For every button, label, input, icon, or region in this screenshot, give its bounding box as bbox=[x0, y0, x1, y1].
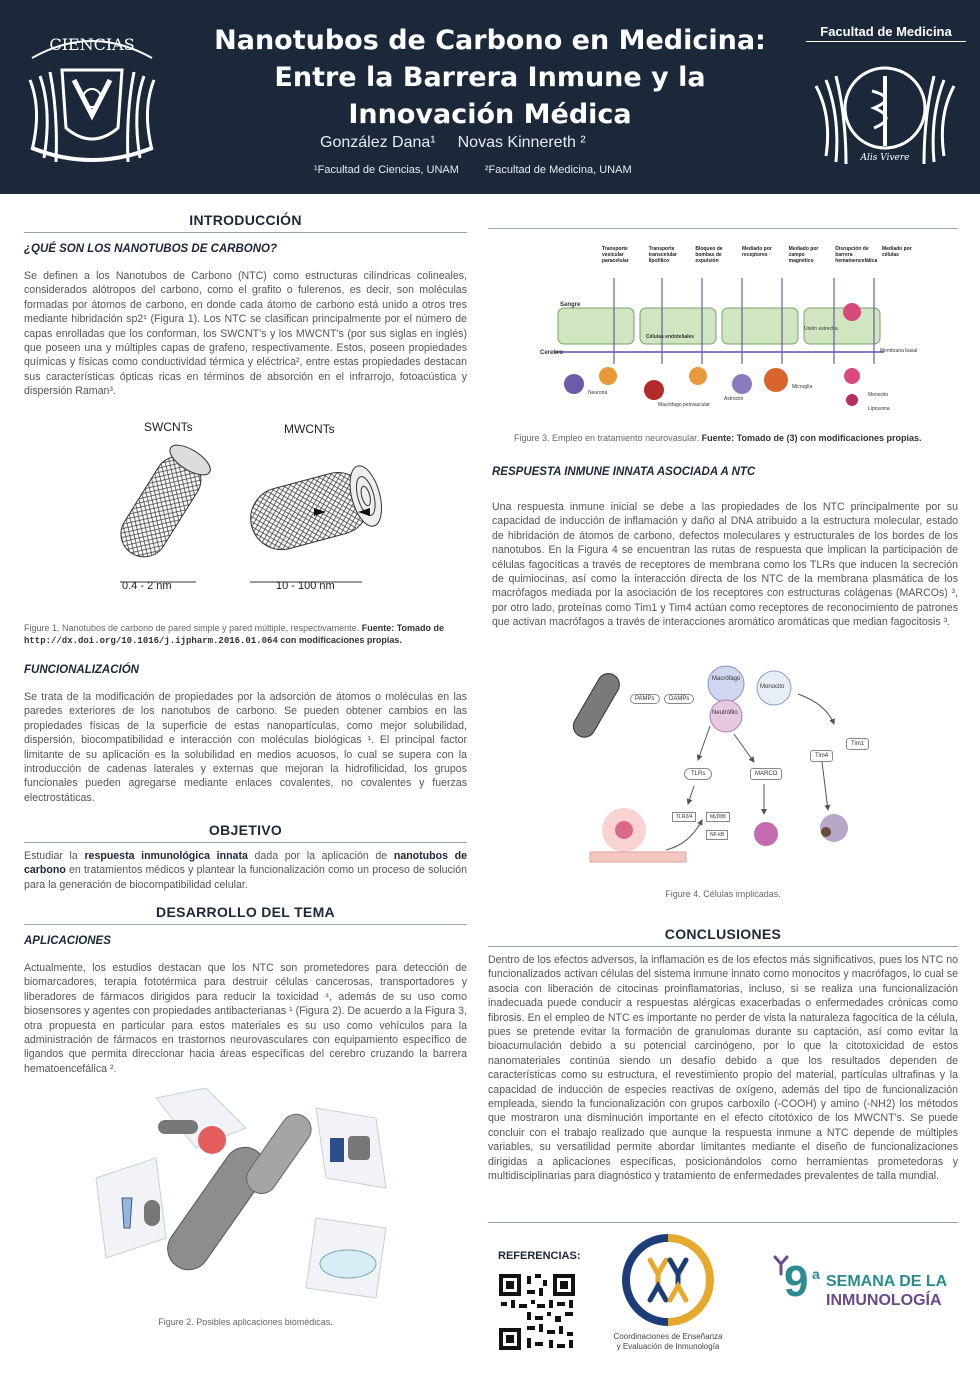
affiliation-2: ²Facultad de Medicina, UNAM bbox=[484, 164, 632, 176]
fig4-damps: DAMPs bbox=[664, 694, 694, 704]
objetivo-bold-b: nanotubos de carbono bbox=[24, 850, 468, 877]
fig4-tlr: TLR2/4 bbox=[672, 812, 696, 822]
coordinaciones-logo-icon bbox=[620, 1232, 716, 1328]
funcionalizacion-block bbox=[24, 664, 467, 805]
fig3-col-label: Transporte vesicular paracelular bbox=[602, 246, 629, 264]
nanotube-illustration-icon bbox=[100, 442, 400, 592]
references-qr-code-icon[interactable] bbox=[497, 1272, 577, 1352]
fig3-monocito: Monocito bbox=[868, 392, 889, 398]
aplicaciones-subtitle: APLICACIONES bbox=[24, 935, 111, 947]
objetivo-text-b: dada por la aplicación de bbox=[247, 850, 394, 862]
figure-1 bbox=[100, 418, 400, 598]
intro-title: INTRODUCCIÓN bbox=[24, 212, 467, 233]
fig3-col-label: Mediado por campo magnético bbox=[788, 246, 819, 264]
fig1-dim-swcnt: 0.4 - 2 nm bbox=[122, 580, 172, 592]
fig3-liposoma: Liposoma bbox=[868, 406, 890, 412]
desarrollo-title: DESARROLLO DEL TEMA bbox=[24, 904, 467, 925]
left-column bbox=[24, 206, 467, 399]
crest-motto-text: Alis Vivere bbox=[860, 153, 910, 163]
crest-ciencias-text: CIENCIAS bbox=[49, 35, 135, 54]
right-top-divider bbox=[488, 228, 958, 229]
fig4-tim4: Tim4 bbox=[810, 750, 833, 762]
referencias-label: REFERENCIAS: bbox=[498, 1250, 581, 1262]
fig3-column-labels bbox=[602, 246, 922, 264]
fig3-col-label: Mediado por células bbox=[881, 246, 912, 258]
fig3-cerebro: Cerebro bbox=[540, 350, 564, 356]
fig3-col-label: Disrupción de barrera hematoencefálica bbox=[835, 246, 878, 264]
objetivo-bold-a: respuesta inmunológica innata bbox=[84, 850, 248, 862]
coord-line-1: Coordinaciones de Enseñanza bbox=[613, 1332, 723, 1341]
figure-3-caption bbox=[514, 432, 954, 444]
poster-title: Nanotubos de Carbono en Medicina: Entre la Barrera Inmune y la Innovación Médica bbox=[214, 25, 766, 130]
fig4-pamps: PAMPs bbox=[630, 694, 660, 704]
figure-2-caption: Figure 2. Posibles aplicaciones biomédicas. bbox=[158, 1317, 333, 1327]
figure-2-applications-icon bbox=[86, 1088, 406, 1300]
objetivo-title: OBJETIVO bbox=[24, 822, 467, 843]
fig3-microglia: Microglía bbox=[792, 384, 813, 390]
aplicaciones-text: Actualmente, los estudios destacan que los NTC son prometedores para detección de biomarcadores, terapia fototérmica para destruir células cancerosas, transportadores y liberadores de fármacos dirigidos para reducir la toxicidad ⁴, además de su uso como biosensores y agentes con propiedades antibacterianas ¹ (Figura 2). De acuerdo a la Figura 3, otra propuesta en particular para estos materiales es su uso como vehículos para la administración de fármacos en trastornos neurovasculares con equipamiento específico de ligandos que permita direccionar hacia áreas específicas del cerebro cruzando la barrera hematoencefálica ². bbox=[24, 962, 467, 1075]
respuesta-block bbox=[492, 466, 958, 630]
coord-line-2: y Evaluación de Inmunología bbox=[616, 1342, 720, 1351]
fig3-sangre: Sangre bbox=[560, 302, 581, 308]
fig1-label-mwcnt: MWCNTs bbox=[284, 422, 335, 436]
fig4-neutrofilo: Neutrófilo bbox=[712, 710, 738, 716]
objetivo-text bbox=[24, 849, 467, 892]
figure-4-caption: Figure 4. Células implicadas. bbox=[665, 889, 781, 899]
faculty-label: Facultad de Medicina bbox=[806, 24, 966, 42]
conclusiones-title: CONCLUSIONES bbox=[488, 926, 958, 947]
fig3-col-label: Bloqueo de bombas de expulsión bbox=[695, 246, 723, 264]
fig3-col-label: Mediado por receptores bbox=[741, 246, 772, 258]
footer-divider bbox=[488, 1222, 958, 1223]
respuesta-text: Una respuesta inmune inicial se debe a las propiedades de los NTC principalmente por su capacidad de inducción de inflamación y daño al DNA atribuido a la estructura molecular, estado de hibridación de átomos de carbono, defectos moleculares y estructurales de los bordes de los nanotubos. En la Figura 4 se encuentran las rutas de respuesta que implican la participación de células fagocíticas a través de receptores de membrana como los TLRs que inducen la secreción de quimiocinas, así como la interacción directa de los NTC de la membrana plasmática de los macrófagos mediada por la asociación de los receptores con estructuras colágenas (MARCOs) ³, por otro lado, proteínas como Tim1 y Tim4 actúan como receptores de reconocimiento de patrones que activan macrófagos a través de interacciones aromático aromáticas que median fagocitosis ³. bbox=[492, 501, 958, 629]
conclusiones-block bbox=[488, 926, 958, 1184]
semana-line-1: SEMANA DE LA bbox=[826, 1273, 948, 1290]
fig4-tlrs: TLRs bbox=[684, 768, 712, 780]
fig4-monocito: Monocito bbox=[760, 684, 785, 690]
fig1-caption-tail: con modificaciones propias. bbox=[280, 635, 402, 645]
fig3-col-label: Transporte transcelular lipofílico bbox=[648, 246, 678, 264]
coordinaciones-label bbox=[604, 1332, 732, 1352]
fig4-myd88: MyD88 bbox=[706, 812, 730, 822]
conclusiones-text: Dentro de los efectos adversos, la inflamación es de los efectos más significativos, pues los NTC no funcionalizados activan células del sistema inmune innato como monocitos y macrófagos, lo cual se asocia con liberación de citocinas proinflamatorias, incluso, si se realiza una funcionalización inadecuada puede conducir a respuestas alérgicas exacerbadas o enfermedades crónicas como fibrosis. En el empleo de NTC es importante no perder de vista la naturaleza fagocítica de la célula, pues se pretende evitar la formación de granulomas durante su captación, así como evitar la bioacumulación debido a su potencial carcinógeno, por lo que la citotoxicidad de estos nanomateriales continúa siendo un desafío debido a que los resultados dependen de características como su estructura, el revestimiento propio del material, partículas ultrafinas y la capacidad de inducción de especies reactivas de oxígeno, además del tipo de funcionalización empleada, siendo la funcionalización con grupos carboxilo (-COOH) y amino (-NH2) los métodos que mostraron una disminución importante en el efecto citotóxico de los MWCNT's. Se puede concluir con el trabajo realizado que aunque la respuesta inmune a NTC depende de múltiples variables, su versatilidad permite abordar limitantes mediante el diseño de funcionalizaciones dirigidas a aplicaciones específicas, posicionándolos como herramientas prometedoras y multidisciplinarias para diagnóstico y tratamiento de enfermedades prevalentes de talla mundial. bbox=[488, 954, 958, 1183]
fig4-nfkb: NF-kB bbox=[706, 830, 728, 840]
affiliations bbox=[314, 164, 694, 176]
immune-pathway-diagram-icon bbox=[570, 664, 890, 874]
funcionalizacion-text: Se trata de la modificación de propiedades por la adsorción de átomos o moléculas en las paredes exteriores de los nanotubos de carbono. Se pueden obtener cambios en las propiedades físicas de la superficie de estas nanopartículas, como mejor solubilidad, dispersión, biocompatibilidad e interacción con moléculas biológicas ¹. El principal factor limitante de su aplicación es la solubilidad en medios acuosos, lo cual se supera con la introducción de cadenas laterales y externas que mejoran la hidrofilicidad, los grupos funcionales pueden agregarse mediante enlaces covalentes, no covalentes y fuerzas electrostáticas. bbox=[24, 691, 467, 804]
figure-4 bbox=[570, 664, 890, 874]
funcionalizacion-subtitle: FUNCIONALIZACIÓN bbox=[24, 664, 139, 676]
unam-ciencias-crest-icon bbox=[22, 20, 162, 170]
author-2: Novas Kinnereth ² bbox=[457, 134, 586, 151]
objetivo-text-a: Estudiar la bbox=[24, 850, 85, 862]
fig4-marco: MARCO bbox=[750, 768, 782, 780]
authors bbox=[320, 134, 660, 152]
fig1-caption-text: Figure 1. Nanotubos de carbono de pared simple y pared múltiple, respectivamente. bbox=[24, 623, 360, 633]
semana-number: 9 bbox=[784, 1257, 809, 1306]
author-1: González Dana¹ bbox=[320, 134, 436, 151]
objetivo-block bbox=[24, 822, 467, 892]
fig1-dim-mwcnt: 10 - 100 nm bbox=[276, 580, 335, 592]
fig3-membrana-basal: Membrana basal bbox=[880, 348, 918, 354]
fig3-caption-source: Fuente: Tomado de (3) con modificaciones propias. bbox=[701, 433, 922, 443]
figure-1-caption bbox=[24, 622, 467, 647]
semana-inmunologia-logo bbox=[772, 1252, 962, 1322]
semana-line-2: INMUNOLOGÍA bbox=[826, 1292, 942, 1309]
fig3-celulas-endoteliales: Células endoteliales bbox=[646, 334, 695, 340]
intro-subtitle: ¿QUÉ SON LOS NANOTUBOS DE CARBONO? bbox=[24, 243, 278, 255]
fig1-caption-source-label: Fuente: Tomado de bbox=[361, 623, 445, 633]
fig1-label-swcnt: SWCNTs bbox=[144, 420, 193, 434]
unam-medicina-crest-icon bbox=[812, 46, 958, 170]
fig3-neurona: Neurona bbox=[588, 390, 608, 396]
fig3-macrofago: Macrófago perivascular bbox=[658, 402, 710, 408]
fig1-caption-url[interactable]: http://dx.doi.org/10.1016/j.ijpharm.2016.01.064 bbox=[24, 636, 278, 646]
intro-text: Se definen a los Nanotubos de Carbono (NTC) como estructuras cilíndricas colineales, considerados alótropos del carbono, como el grafito o fulerenos, es decir, son moléculas formadas por átomos de carbono, en donde cada átomo de carbono está unido a otros tres mediante hibridación sp2¹ (Figura 1). Los NTC se clasifican principalmente por el número de capas enrolladas que los conforman, los SWCNT's y los MWCNT's (por sus siglas en inglés) que poseen una y múltiples capas de grafeno, respectivamente. Estos, poseen propiedades químicas y físicas como conductividad térmica y eléctrica², entre estas propiedades destacan sus características ópticas ricas en términos de absorción en el infrarrojo, fotoacústica y dispersión Raman³. bbox=[24, 270, 467, 398]
fig4-tim1: Tim1 bbox=[846, 738, 869, 750]
desarrollo-block bbox=[24, 904, 467, 1076]
respuesta-subtitle: RESPUESTA INMUNE INNATA ASOCIADA A NTC bbox=[492, 466, 756, 478]
fig3-union-estrecha: Unión estrecha bbox=[804, 326, 838, 332]
fig3-astrocito: Astrocito bbox=[724, 396, 744, 402]
fig3-caption-text: Figure 3. Empleo en tratamiento neurovasular. bbox=[514, 433, 700, 443]
figure-3 bbox=[534, 246, 934, 416]
poster-header bbox=[0, 0, 980, 194]
objetivo-text-c: en tratamientos médicos y plantear la funcionalización como un proceso de solución para la generación de biocompatibilidad celular. bbox=[24, 864, 467, 891]
affiliation-1: ¹Facultad de Ciencias, UNAM bbox=[314, 164, 459, 176]
semana-number-suffix: a bbox=[812, 1266, 820, 1282]
fig4-macrofago: Macrófago bbox=[712, 676, 741, 682]
